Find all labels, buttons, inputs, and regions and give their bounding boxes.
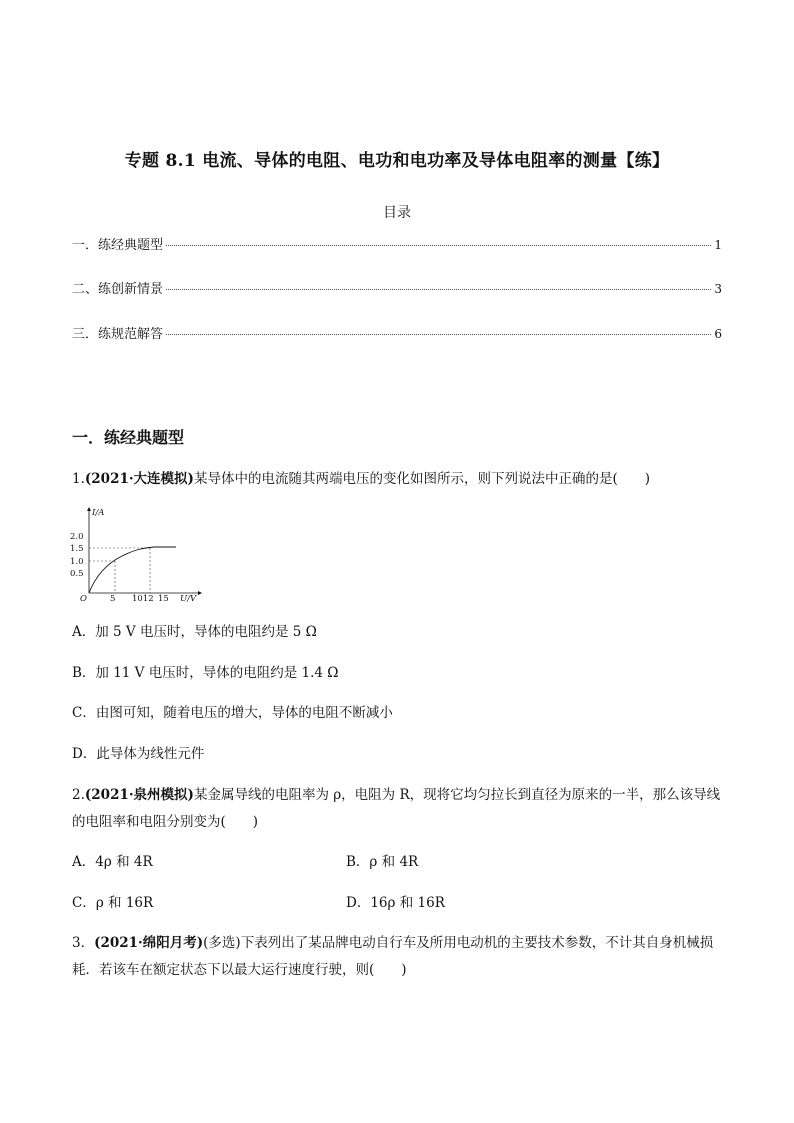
x-tick-label: 15: [158, 594, 169, 604]
option-a[interactable]: A．4ρ 和 4R: [72, 854, 153, 870]
question-3-stem: [72, 934, 713, 952]
toc-item-page: 1: [714, 238, 722, 252]
toc-item-label: 一．练经典题型: [72, 238, 164, 253]
question-number: 3．: [72, 935, 95, 951]
x-axis-arrow: [198, 591, 202, 595]
toc-item[interactable]: [72, 323, 722, 341]
question-number: 2.: [72, 787, 85, 803]
question-source: (2021·大连模拟): [84, 471, 194, 487]
question-number: 1.: [72, 471, 85, 487]
question-source: (2021·泉州模拟): [84, 787, 194, 803]
question-3-stem-cont: 耗．若该车在额定状态下以最大运行速度行驶，则( ): [72, 962, 407, 978]
question-text: 某金属导线的电阻率为 ρ，电阻为 R，现将它均匀拉长到直径为原来的一半，那么该导线: [193, 787, 721, 803]
iv-curve: [89, 547, 176, 593]
toc-heading: 目录: [383, 205, 411, 221]
toc-item[interactable]: [72, 234, 722, 252]
toc-leader-dots: [166, 245, 711, 246]
toc-item-page: 6: [714, 327, 722, 341]
y-axis-label: I/A: [92, 508, 105, 518]
x-tick-label: 5: [110, 594, 116, 604]
section-heading: 一．练经典题型: [72, 428, 185, 447]
option-d[interactable]: D．此导体为线性元件: [72, 746, 205, 762]
option-c[interactable]: C．ρ 和 16R: [72, 895, 154, 911]
toc-leader-dots: [166, 334, 711, 335]
question-2-stem-cont: 的电阻率和电阻分别变为( ): [72, 814, 259, 830]
y-tick-label: 2.0: [70, 532, 84, 542]
toc-leader-dots: [166, 289, 711, 290]
option-a[interactable]: A．加 5 V 电压时，导体的电阻约是 5 Ω: [72, 624, 317, 640]
option-b[interactable]: B．ρ 和 4R: [346, 854, 419, 870]
y-tick-label: 0.5: [70, 569, 84, 579]
document-title: 专题 8.1 电流、导体的电阻、电功和电功率及导体电阻率的测量【练】: [124, 151, 670, 171]
question-source: (2021·绵阳月考): [94, 935, 204, 951]
y-tick-label: 1.0: [70, 557, 84, 567]
option-b[interactable]: B．加 11 V 电压时，导体的电阻约是 1.4 Ω: [72, 665, 339, 681]
y-tick-label: 1.5: [70, 544, 84, 554]
iv-graph: [70, 505, 210, 605]
toc-item[interactable]: [72, 278, 722, 296]
x-tick-label: 1012: [132, 594, 154, 604]
option-d[interactable]: D．16ρ 和 16R: [346, 895, 445, 911]
toc-item-label: 三．练规范解答: [72, 327, 164, 342]
question-2-stem: [72, 786, 720, 804]
option-c[interactable]: C．由图可知，随着电压的增大，导体的电阻不断减小: [72, 705, 393, 721]
question-text: (多选)下表列出了某品牌电动自行车及所用电动机的主要技术参数，不计其自身机械损: [203, 935, 714, 951]
origin-label: O: [80, 594, 87, 604]
x-axis-label: U/V: [180, 594, 197, 604]
toc-item-page: 3: [714, 282, 722, 296]
question-1-stem: [72, 470, 650, 488]
question-text: 某导体中的电流随其两端电压的变化如图所示，则下列说法中正确的是( ): [193, 471, 650, 487]
y-axis-arrow: [87, 507, 91, 511]
toc-item-label: 二、练创新情景: [72, 282, 164, 297]
